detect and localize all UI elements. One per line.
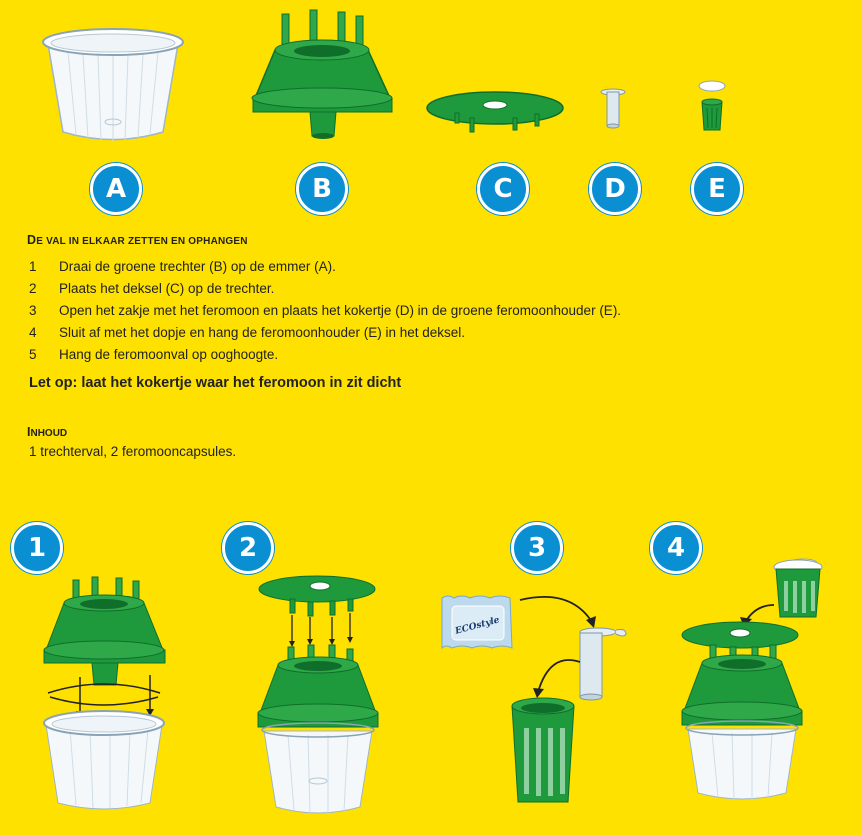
step-1-illustration — [30, 575, 180, 820]
step-4-illustration — [676, 555, 826, 805]
list-item: 3 Open het zakje met het feromoon en plaats het kokertje (D) in de groene feromoonhouder (E). — [29, 303, 622, 318]
step-2-illustration — [252, 575, 387, 825]
warning-note: Let op: laat het kokertje waar het feromoon in zit dicht — [29, 375, 402, 391]
funnel-part-b-illustration — [250, 8, 395, 148]
tube-part-d-illustration — [598, 86, 628, 130]
holder-part-e-illustration — [694, 78, 730, 136]
assembly-steps — [29, 256, 621, 366]
figure-badge-4: 4 — [650, 522, 702, 574]
list-item: 5 Hang de feromoonval op ooghoogte. — [29, 347, 279, 362]
contents-title: INHOUD — [27, 425, 68, 439]
part-badge-c: C — [477, 163, 529, 215]
sachet-logo-text: ECOstyle — [454, 615, 501, 637]
list-item: 2 Plaats het deksel (C) op de trechter. — [29, 281, 275, 296]
part-badge-e: E — [691, 163, 743, 215]
contents-text: 1 trechterval, 2 feromooncapsules. — [29, 444, 237, 459]
assembly-title: DE VAL IN ELKAAR ZETTEN EN OPHANGEN — [27, 233, 248, 247]
figure-badge-1: 1 — [11, 522, 63, 574]
bucket-part-a-illustration — [38, 22, 188, 147]
part-badge-b: B — [296, 163, 348, 215]
list-item: 1 Draai de groene trechter (B) op de emmer (A). — [29, 259, 336, 274]
figure-badge-2: 2 — [222, 522, 274, 574]
lid-part-c-illustration — [425, 88, 565, 138]
figure-badge-3: 3 — [511, 522, 563, 574]
step-3-illustration — [440, 588, 640, 810]
part-badge-d: D — [589, 163, 641, 215]
part-badge-a: A — [90, 163, 142, 215]
list-item: 4 Sluit af met het dopje en hang de feromoonhouder (E) in het deksel. — [29, 325, 466, 340]
